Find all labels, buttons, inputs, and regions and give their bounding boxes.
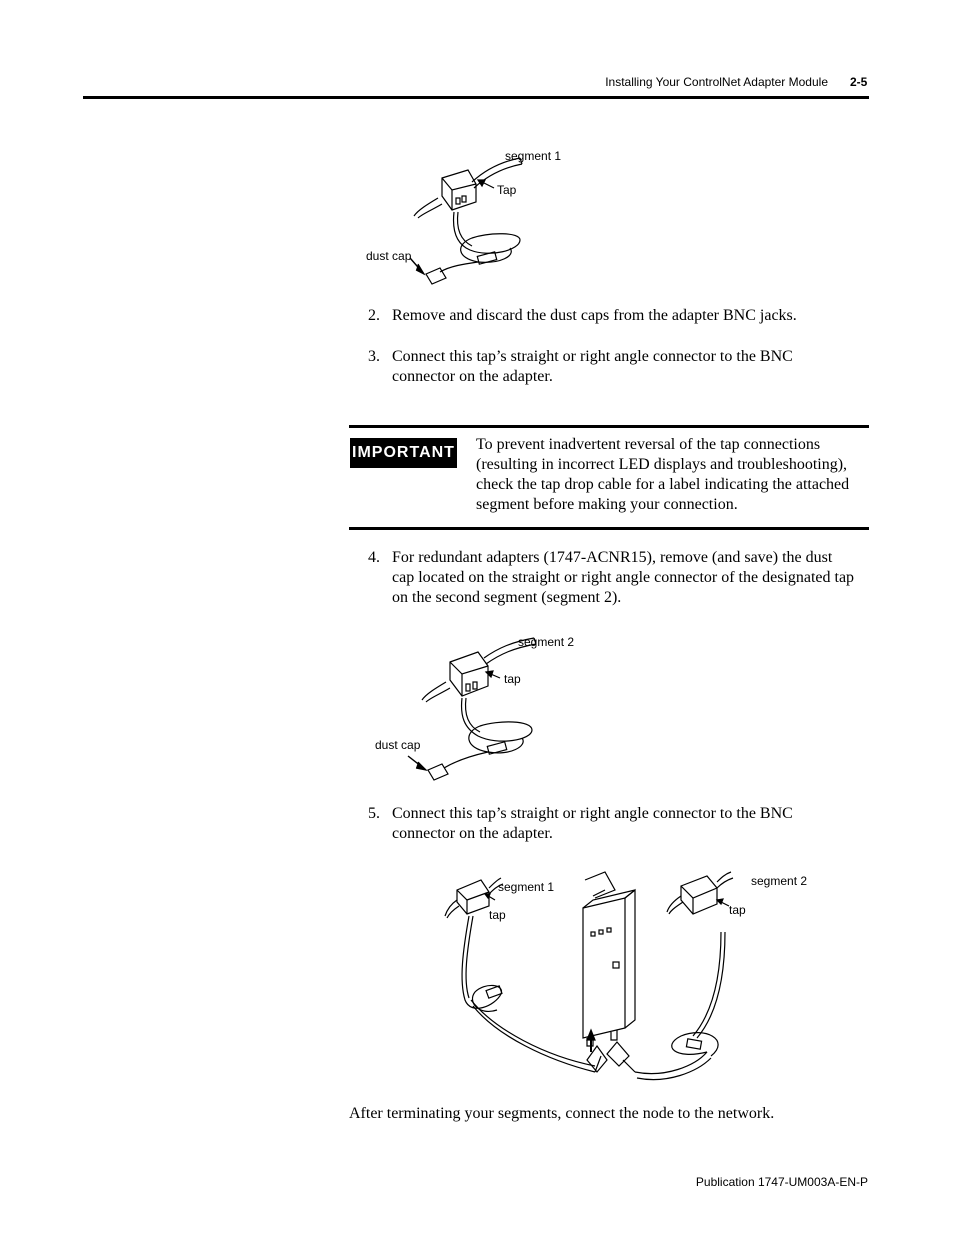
figure2-tap-label: tap	[504, 672, 521, 686]
running-header-title: Installing Your ControlNet Adapter Module	[605, 75, 828, 89]
page-number: 2-5	[850, 75, 868, 89]
step-text-line: Remove and discard the dust caps from the adapter BNC jacks.	[392, 307, 797, 324]
step-number: 4.	[368, 549, 380, 566]
step-number: 3.	[368, 348, 380, 365]
important-bottom-rule	[349, 527, 869, 530]
step-text-line: Connect this tap’s straight or right angle connector to the BNC	[392, 348, 793, 365]
step-2	[368, 306, 868, 326]
important-text-line: To prevent inadvertent reversal of the tap connections	[476, 436, 821, 453]
step-text-line: Connect this tap’s straight or right angle connector to the BNC	[392, 805, 793, 822]
figure3-segment2-label: segment 2	[751, 874, 808, 888]
step-number: 2.	[368, 307, 380, 324]
important-text-line: (resulting in incorrect LED displays and troubleshooting),	[476, 456, 848, 473]
figure3-tap-left-label: tap	[489, 908, 506, 922]
tap-figure-segment-2	[370, 628, 590, 788]
redundant-connection-figure	[435, 860, 835, 1095]
step-text-line: on the second segment (segment 2).	[392, 589, 622, 606]
figure2-segment-label: segment 2	[518, 635, 575, 649]
important-label: IMPORTANT	[350, 438, 457, 468]
figure3-segment1-label: segment 1	[498, 880, 555, 894]
important-text	[476, 435, 871, 515]
figure2-dustcap-label: dust cap	[375, 738, 421, 752]
step-text-line: connector on the adapter.	[392, 368, 553, 385]
important-text-line: segment before making your connection.	[476, 496, 738, 513]
figure1-segment-label: segment 1	[505, 149, 562, 163]
tap-figure-segment-1	[360, 140, 580, 295]
step-text-line: connector on the adapter.	[392, 825, 553, 842]
step-text-line: cap located on the straight or right angle connector of the designated tap	[392, 569, 855, 586]
step-3	[368, 347, 868, 387]
step-number: 5.	[368, 805, 380, 822]
important-text-line: check the tap drop cable for a label indicating the attached	[476, 476, 850, 493]
step-text-line: For redundant adapters (1747-ACNR15), remove (and save) the dust	[392, 549, 833, 566]
header-rule	[83, 96, 869, 99]
closing-paragraph: After terminating your segments, connect the node to the network.	[349, 1105, 775, 1122]
important-top-rule	[349, 425, 869, 428]
figure1-dustcap-label: dust cap	[366, 249, 412, 263]
figure1-tap-label: Tap	[497, 183, 517, 197]
step-4	[368, 548, 868, 608]
step-5	[368, 804, 868, 844]
figure3-tap-right-label: tap	[729, 903, 746, 917]
publication-footer: Publication 1747-UM003A-EN-P	[695, 1175, 868, 1189]
